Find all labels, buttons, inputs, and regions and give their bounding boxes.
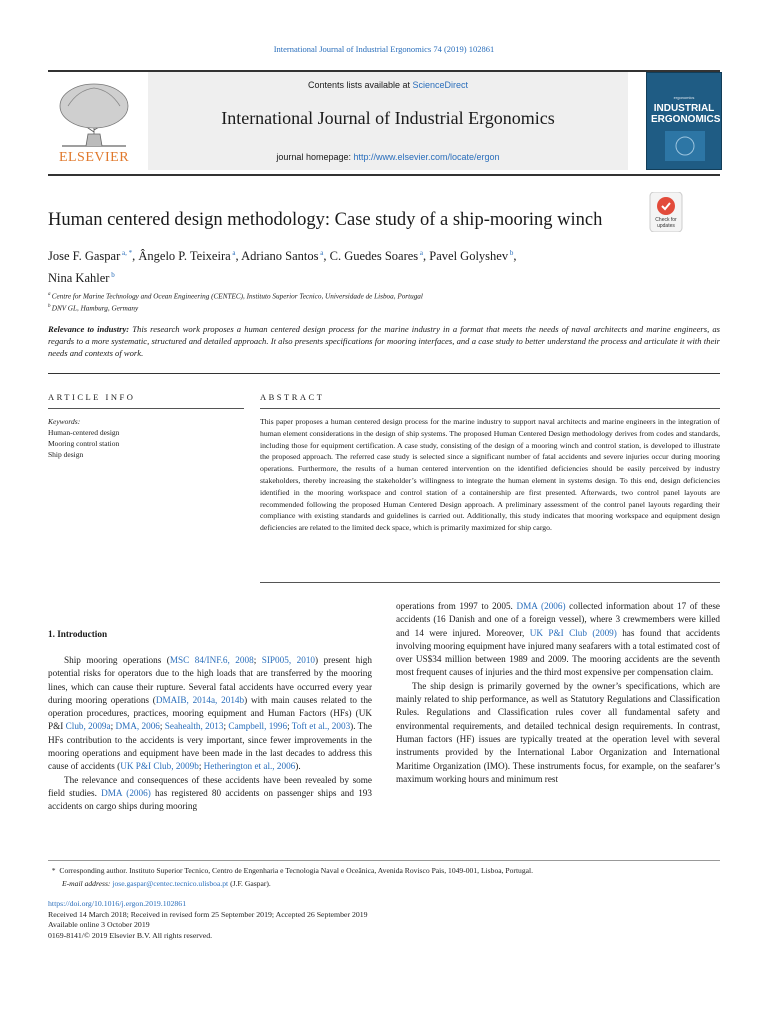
section-heading-introduction: 1. Introduction — [48, 629, 108, 639]
abstract-heading: ABSTRACT — [260, 392, 325, 402]
citation-link[interactable]: UK P&I Club, 2009b — [120, 761, 199, 772]
body-text: ; — [223, 721, 229, 732]
article-info-rule — [48, 408, 244, 409]
cover-title: INDUSTRIAL ERGONOMICS — [651, 103, 721, 125]
body-text: ). The HFs contribution to the accidents is very important, since fewer improvements in the mooring operations and equipment have been made in the last decades to address this cause of accidents ( — [48, 721, 372, 772]
affiliation-line — [48, 302, 708, 314]
paper-title: Human centered design methodology: Case study of a ship-mooring winch — [48, 210, 603, 230]
relevance-label: Relevance to industry: — [48, 324, 130, 334]
author-affiliation-mark[interactable]: a — [318, 249, 324, 257]
author-separator: , — [235, 249, 242, 264]
body-column-left — [48, 654, 372, 814]
journal-title: International Journal of Industrial Ergonomics — [221, 108, 555, 128]
check-for-updates-badge[interactable] — [646, 192, 686, 232]
keyword-item: Mooring control station — [48, 439, 120, 448]
author-name[interactable]: Jose F. Gaspar — [48, 249, 121, 264]
citation-link[interactable]: MSC 84/INF.6, 2008 — [169, 655, 254, 665]
citation-link[interactable]: DMA (2006) — [101, 787, 151, 798]
author-name[interactable]: Ângelo P. Teixeira — [138, 249, 231, 264]
article-metadata — [48, 899, 720, 941]
email-link[interactable]: jose.gaspar@centec.tecnico.ulisboa.pt — [112, 878, 229, 888]
author-affiliation-mark[interactable]: a — [230, 249, 236, 257]
citation-link[interactable]: DMA, 2006 — [115, 721, 160, 732]
author-separator: , — [132, 249, 139, 264]
badge-text: Check for updates — [655, 217, 677, 229]
email-label: E-mail address: — [62, 878, 111, 888]
body-text: has found that accidents involving mooring equipment have injured many seafarers with a total estimated cost of over US$34 million between 1989 and 2009. The mooring accidents are the seventh most frequent causes of injuries and the third most expensive per compensation claim. — [396, 627, 721, 678]
body-text: operations from 1997 to 2005. — [396, 601, 517, 611]
keyword-item: Human-centered design — [48, 428, 120, 437]
contents-prefix: Contents lists available at — [307, 80, 413, 90]
relevance-to-industry — [48, 323, 720, 359]
paragraph — [396, 680, 720, 786]
body-text: ; — [159, 721, 165, 732]
journal-cover-image[interactable] — [646, 72, 722, 170]
email-suffix: (J.F. Gaspar). — [230, 878, 271, 888]
body-text: has registered 80 accidents on passenger ships and 193 accidents on cargo ships during mooring — [48, 787, 372, 812]
relevance-text: This research work proposes a human centered design process for the marine industry in a format that meets the needs of naval architects and marine engineers, as regards to a more systematic, structured and detailed approach. It also presents specifications for mooring interfaces, and a case study to better understand the process and articulate it with their needs and contexts of work. — [48, 324, 721, 358]
body-text: The ship design is primarily governed by the owner’s specifications, which are mainly related to ship performance, as well as Statutory Regulations and Classification Rules. Regulations and Classification rules cover all fundamental safety and environmental requirements, and detailed technical design requirements. In contrast, Human factors (HF) issues are typically treated at the operation level with several instruments provided by the International Labor Organization and International Maritime Organization (IMO). These instruments focus, for example, on the seafarer’s maximum working hours and minimum rest — [396, 680, 720, 784]
available-online: Available online 3 October 2019 — [48, 920, 150, 929]
author-separator: , — [513, 249, 517, 264]
doi-link[interactable]: https://doi.org/10.1016/j.ergon.2019.102861 — [48, 899, 187, 908]
keyword-item: Ship design — [48, 450, 84, 459]
footnote-rule — [48, 860, 720, 861]
received-dates: Received 14 March 2018; Received in revised form 25 September 2019; Accepted 26 September 2019 — [48, 909, 368, 919]
footnote — [48, 865, 720, 890]
paragraph — [48, 774, 372, 814]
affiliation-line — [48, 290, 708, 302]
citation-link[interactable]: UK P&I Club (2009) — [529, 627, 617, 638]
author-separator: , — [323, 249, 330, 264]
affiliation-mark: b — [48, 303, 52, 309]
affiliation-mark: a — [48, 292, 52, 297]
paragraph — [396, 600, 720, 680]
corresponding-author-note — [48, 865, 720, 878]
citation-link[interactable]: DMA (2006) — [516, 601, 566, 611]
email-line — [48, 878, 720, 891]
body-text: ) present high potential risks for operators due to the high loads that are transferred by the mooring lines, which can cause their rupture. Several fatal accidents have occurred every year during mooring operations ( — [48, 655, 372, 705]
author-name[interactable]: Pavel Golyshev — [429, 249, 509, 264]
citation-link[interactable]: Campbell, 1996 — [228, 721, 288, 732]
citation-link[interactable]: Club, 2009a — [65, 721, 111, 732]
citation-link[interactable]: SIP005, 2010 — [261, 655, 316, 665]
affiliation-text: Centre for Marine Technology and Ocean Engineering (CENTEC), Instituto Superior Tecnico, Universidade de Lisboa, Portugal — [51, 292, 423, 301]
cover-graphic — [665, 131, 705, 161]
author-affiliation-mark[interactable]: a, * — [120, 249, 133, 257]
author-separator: , — [423, 249, 430, 264]
citation-link[interactable]: Toft et al., 2003 — [291, 721, 351, 732]
article-info-heading: ARTICLE INFO — [48, 392, 136, 402]
copyright: 0169-8141/© 2019 Elsevier B.V. All rights reserved. — [48, 930, 213, 940]
author-name[interactable]: Nina Kahler — [48, 271, 110, 286]
body-column-right — [396, 600, 720, 786]
body-text: ; — [287, 721, 292, 732]
keywords-block — [48, 416, 244, 460]
homepage-label: journal homepage: — [276, 152, 354, 162]
body-text: ; — [198, 761, 204, 772]
header-bottom-rule — [48, 174, 720, 176]
body-text: ) with main causes related to the operation procedures, practices, mooring equipment and Human Factors (HFs) (UK P&I — [48, 694, 373, 732]
body-text: collected information about 17 of these accidents (16 Danish and one of a foreign vessel), where 3 crewmembers were killed and 14 were injured. Moreover, — [396, 601, 720, 638]
body-text: ; — [110, 721, 116, 732]
asterisk-mark: * — [48, 866, 60, 875]
paragraph — [48, 654, 372, 774]
citation-link[interactable]: DMAIB, 2014a, 2014b — [155, 694, 245, 705]
body-text: The relevance and consequences of these accidents have been revealed by some field studies. — [48, 774, 372, 798]
abstract-rule — [260, 408, 720, 409]
body-text: ; — [253, 655, 262, 665]
citation-link[interactable]: Hetherington et al., 2006 — [203, 761, 296, 772]
body-text: Ship mooring operations ( — [64, 655, 170, 665]
corresponding-author-text: Corresponding author. Instituto Superior Tecnico, Centro de Engenharia e Tecnologia Naval e Oceânica, Avenida Rovisco Pais, 1049-001, Lisboa, Portugal. — [59, 866, 534, 875]
relevance-rule — [48, 373, 720, 374]
journal-citation[interactable]: International Journal of Industrial Ergonomics 74 (2019) 102861 — [273, 44, 495, 54]
keywords-label: Keywords: — [48, 417, 81, 426]
elsevier-wordmark: ELSEVIER — [58, 150, 130, 165]
sciencedirect-link[interactable]: ScienceDirect — [412, 80, 469, 90]
author-name[interactable]: C. Guedes Soares — [329, 249, 419, 264]
cover-small-text: ergonomics — [673, 95, 695, 100]
affiliations — [48, 290, 708, 314]
homepage-link[interactable]: http://www.elsevier.com/locate/ergon — [353, 152, 500, 162]
journal-homepage — [148, 152, 628, 162]
author-affiliation-mark[interactable]: b — [508, 249, 514, 257]
abstract-end-rule — [260, 582, 720, 583]
author-affiliation-mark[interactable]: b — [109, 271, 115, 280]
citation-link[interactable]: Seahealth, 2013 — [164, 721, 224, 732]
author-affiliation-mark[interactable]: a — [418, 249, 424, 257]
contents-line — [148, 80, 628, 90]
abstract-text: This paper proposes a human centered design process for the marine industry to support naval architects and marine engineers in the integration of human element considerations in the design of ship systems. The proposed Human Centered Design methodology derives from codes and standards, including those for equipment certification. A case study, consisting of the design of a mooring winch and control station, is developed to illustrate the proposed approach. The referred case study is selected since a significant number of fatal accidents and severe injuries occur during mooring operations. Furthermore, the results of a human centered intervention on the identified deficiencies should be easily perceived by industry stakeholders, thereby increasing the stakeholder’s willingness to integrate the human element in systems design. To this end, design deficiencies identified in the mooring workspace and control station of a containership are first presented. Afterwards, two control panel layouts are recommended following the proposed Human Centered Design approach. A preliminary assessment of the control panel layouts regarding their compliance with existing standards and guidelines is carried out. Additionally, this study indicates that mooring workspace and equipment design deficiencies are related to the limited deck space, which is primarily maximized for ship cargo. — [260, 417, 720, 533]
body-text: ). — [295, 761, 301, 772]
author-name[interactable]: Adriano Santos — [241, 249, 319, 264]
affiliation-text: DNV GL, Hamburg, Germany — [51, 304, 139, 313]
author-list — [48, 244, 648, 288]
